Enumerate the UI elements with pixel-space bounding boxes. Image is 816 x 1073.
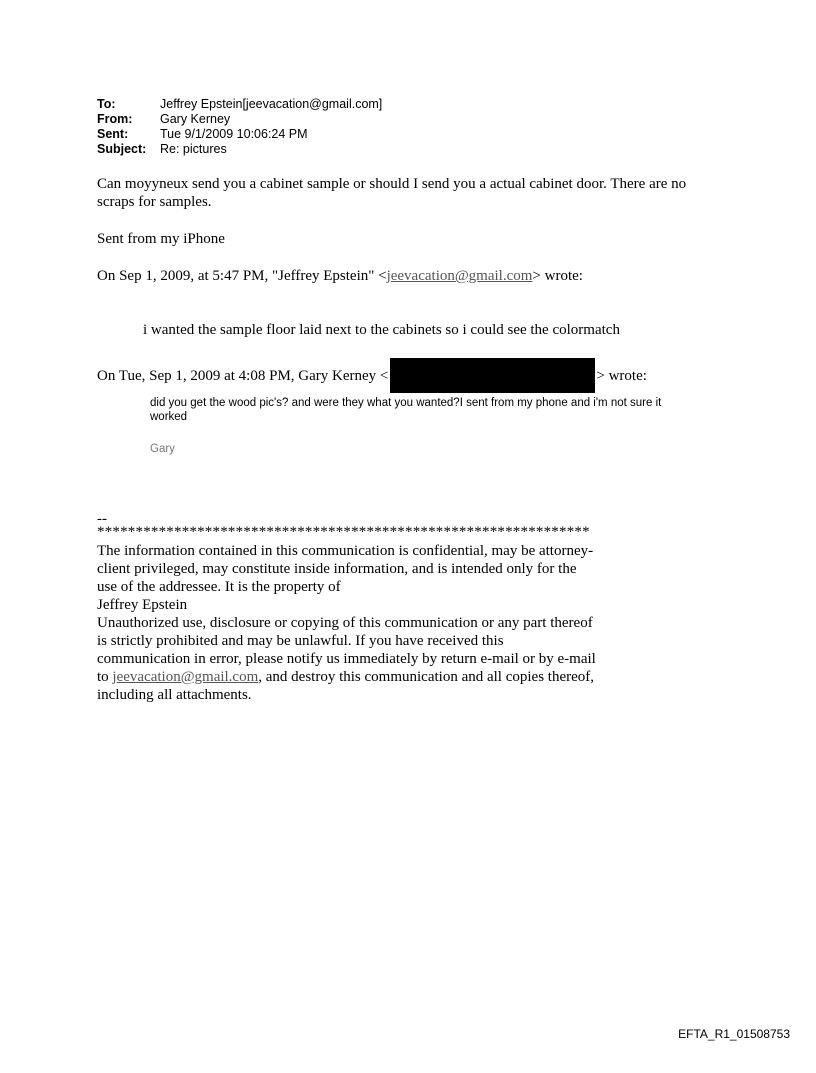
message-paragraph-1: Can moyyneux send you a cabinet sample or should I send you a actual cabinet door. There are no scraps for samples. — [97, 176, 687, 210]
quoted-message: did you get the wood pic's? and were they what you wanted?I sent from my phone and i'm not sure it worked — [150, 397, 662, 423]
disclaimer-text-2: Unauthorized use, disclosure or copying of this communication or any part thereof is strictly prohibited and may be unlawful. If you have received this communication in error, please notify us immediately by return e-mail or by e-mail to — [97, 615, 596, 685]
header-to-row — [97, 97, 382, 112]
attribution-2-suffix: > wrote: — [596, 367, 647, 384]
document-id: EFTA_R1_01508753 — [678, 1027, 790, 1041]
to-value: Jeffrey Epstein[jeevacation@gmail.com] — [160, 97, 383, 111]
redaction-block — [390, 358, 595, 393]
header-subject-row — [97, 142, 382, 157]
subject-label: Subject: — [97, 142, 147, 156]
confidentiality-disclaimer — [97, 513, 597, 704]
disclaimer-text-1: The information contained in this communication is confidential, may be attorney-client privileged, may constitute inside information, and is intended only for the use of the addressee. It is the property of — [97, 543, 594, 595]
attribution-1-suffix: > wrote: — [532, 268, 583, 284]
subject-value: Re: pictures — [160, 142, 227, 156]
sent-value: Tue 9/1/2009 10:06:24 PM — [160, 127, 308, 141]
to-label: To: — [97, 97, 116, 111]
disclaimer-text-3: , and destroy this communication and all copies thereof, including all attachments. — [97, 669, 595, 703]
asterisk-divider: **************************************************************** — [97, 524, 590, 540]
quoted-paragraph-1: i wanted the sample floor laid next to the cabinets so i could see the colormatch — [143, 322, 620, 338]
header-from-row — [97, 112, 382, 127]
disclaimer-text-2-wrapper — [97, 614, 597, 704]
disclaimer-email-link[interactable]: jeevacation@gmail.com — [112, 669, 259, 685]
message-paragraph-2: Sent from my iPhone — [97, 231, 225, 247]
disclaimer-owner: Jeffrey Epstein — [97, 597, 188, 613]
sent-label: Sent: — [97, 127, 129, 141]
reply-attribution-2 — [97, 358, 647, 393]
attribution-2-prefix: On Tue, Sep 1, 2009 at 4:08 PM, Gary Kerney < — [97, 367, 389, 384]
email-header — [97, 97, 382, 157]
from-label: From: — [97, 112, 133, 126]
attribution-1-prefix: On Sep 1, 2009, at 5:47 PM, "Jeffrey Epstein" < — [97, 268, 387, 284]
quoted-signature: Gary — [150, 443, 175, 455]
reply-attribution-1 — [97, 267, 583, 285]
header-sent-row — [97, 127, 382, 142]
from-value: Gary Kerney — [160, 112, 231, 126]
email-link[interactable]: jeevacation@gmail.com — [386, 268, 533, 284]
signature-separator: -- — [97, 511, 107, 527]
